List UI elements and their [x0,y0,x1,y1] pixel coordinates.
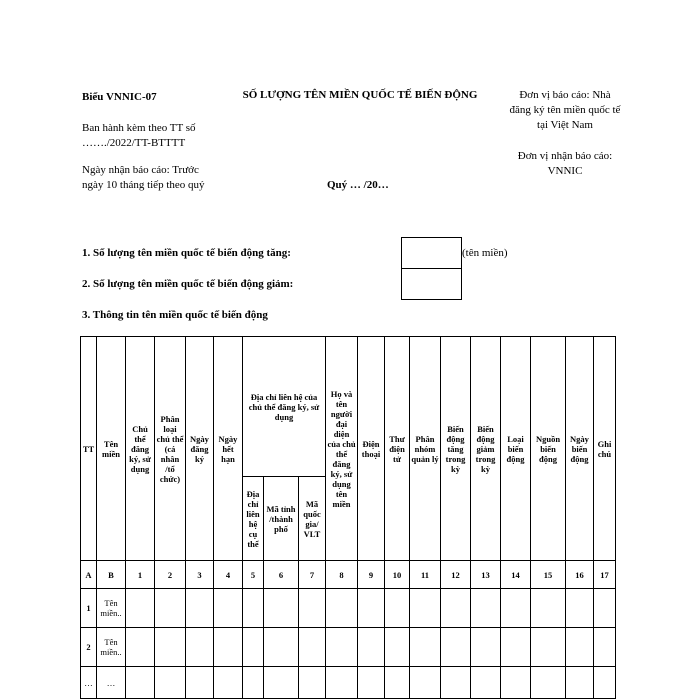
col-header-change-source: Nguồn biến động [531,337,566,561]
data-cell[interactable] [155,589,186,628]
index-cell: 15 [531,561,566,589]
data-cell[interactable] [385,628,410,667]
section-1-label: 1. Số lượng tên miền quốc tế biến động tăng: [82,247,291,259]
row-domain[interactable]: Tên miền.. [97,628,126,667]
data-cell[interactable] [410,589,441,628]
table-row [81,667,616,699]
section-2-label: 2. Số lượng tên miền quốc tế biến động giảm: [82,278,294,290]
col-header-increase: Biến động tăng trong kỳ [441,337,471,561]
col-header-change-date: Ngày biến động [566,337,594,561]
data-cell[interactable] [214,589,243,628]
reporting-unit-line-2: đăng ký tên miền quốc tế [509,104,621,116]
col-header-country-code: Mã quốc gia/ VLT [299,477,326,561]
col-header-representative: Họ và tên người đại diện của chủ thể đăng ký, sử dụng tên miền [326,337,358,561]
row-number: 1 [81,589,97,628]
col-header-registrant: Chủ thể đăng ký, sử dụng [126,337,155,561]
page-title: SỐ LƯỢNG TÊN MIỀN QUỐC TẾ BIẾN ĐỘNG [242,89,478,101]
data-cell[interactable] [326,628,358,667]
decrease-count-box[interactable] [401,268,462,300]
data-cell[interactable] [471,667,501,699]
data-cell[interactable] [410,628,441,667]
data-cell[interactable] [385,589,410,628]
index-cell: 8 [326,561,358,589]
data-cell[interactable] [594,628,616,667]
index-cell: 4 [214,561,243,589]
data-cell[interactable] [243,667,264,699]
form-code: Biểu VNNIC-07 [82,91,157,103]
data-cell[interactable] [264,589,299,628]
data-cell[interactable] [299,628,326,667]
data-cell[interactable] [410,667,441,699]
data-cell[interactable] [155,667,186,699]
col-header-decrease: Biến động giảm trong kỳ [471,337,501,561]
index-cell: 17 [594,561,616,589]
col-header-registration-date: Ngày đăng ký [186,337,214,561]
data-cell[interactable] [531,628,566,667]
data-cell[interactable] [501,628,531,667]
data-cell[interactable] [155,628,186,667]
data-cell[interactable] [441,589,471,628]
table-row [81,589,616,628]
data-cell[interactable] [299,667,326,699]
data-cell[interactable] [501,589,531,628]
data-cell[interactable] [186,628,214,667]
reporting-unit-line-1: Đơn vị báo cáo: Nhà [519,89,611,101]
data-cell[interactable] [264,667,299,699]
data-cell[interactable] [501,667,531,699]
section-3-label: 3. Thông tin tên miền quốc tế biến động [82,309,268,321]
data-cell[interactable] [326,589,358,628]
issued-line-1: Ban hành kèm theo TT số [82,122,196,134]
index-cell: 3 [186,561,214,589]
data-cell[interactable] [186,667,214,699]
col-header-email: Thư điện tử [385,337,410,561]
col-header-specific-address: Địa chỉ liên hệ cụ thể [243,477,264,561]
data-cell[interactable] [243,628,264,667]
data-cell[interactable] [594,667,616,699]
index-cell: 7 [299,561,326,589]
row-domain[interactable]: … [97,667,126,699]
data-cell[interactable] [531,589,566,628]
data-cell[interactable] [358,667,385,699]
domain-change-table [80,336,616,699]
col-header-expiry-date: Ngày hết hạn [214,337,243,561]
data-cell[interactable] [186,589,214,628]
data-cell[interactable] [531,667,566,699]
data-cell[interactable] [358,589,385,628]
data-cell[interactable] [441,667,471,699]
index-cell: 9 [358,561,385,589]
col-header-phone: Điện thoại [358,337,385,561]
data-cell[interactable] [126,589,155,628]
index-cell: 12 [441,561,471,589]
data-cell[interactable] [126,628,155,667]
col-header-registrant-type: Phân loại chủ thể (cá nhân /tổ chức) [155,337,186,561]
index-cell: 16 [566,561,594,589]
index-cell: 13 [471,561,501,589]
data-cell[interactable] [243,589,264,628]
index-cell: 10 [385,561,410,589]
receiving-unit-line-1: Đơn vị nhận báo cáo: [517,150,613,162]
data-cell[interactable] [566,589,594,628]
col-header-province-code: Mã tỉnh /thành phố [264,477,299,561]
data-cell[interactable] [385,667,410,699]
data-cell[interactable] [264,628,299,667]
index-cell: 5 [243,561,264,589]
quarter-label: Quý … /20… [327,179,389,191]
index-cell: B [97,561,126,589]
row-number: … [81,667,97,699]
data-cell[interactable] [566,628,594,667]
receive-deadline-line-1: Ngày nhận báo cáo: Trước [82,164,199,176]
reporting-unit-line-3: tại Việt Nam [537,119,593,131]
index-cell: 11 [410,561,441,589]
row-domain[interactable]: Tên miền.. [97,589,126,628]
data-cell[interactable] [441,628,471,667]
col-header-domain: Tên miền [97,337,126,561]
col-header-change-type: Loại biến động [501,337,531,561]
data-cell[interactable] [471,589,501,628]
data-cell[interactable] [566,667,594,699]
index-cell: A [81,561,97,589]
col-header-management-group: Phân nhóm quản lý [410,337,441,561]
data-cell[interactable] [299,589,326,628]
index-cell: 1 [126,561,155,589]
receive-deadline-line-2: ngày 10 tháng tiếp theo quý [82,179,205,191]
data-cell[interactable] [358,628,385,667]
data-cell[interactable] [126,667,155,699]
row-number: 2 [81,628,97,667]
data-cell[interactable] [594,589,616,628]
table-row [81,628,616,667]
issued-line-2: ……./2022/TT-BTTTT [82,137,186,149]
data-cell[interactable] [214,628,243,667]
receiving-unit-line-2: VNNIC [547,165,583,177]
index-cell: 6 [264,561,299,589]
col-header-tt: TT [81,337,97,561]
data-cell[interactable] [471,628,501,667]
col-header-address-group: Địa chỉ liên hệ của chủ thể đăng ký, sử dụng [243,337,326,477]
index-cell: 2 [155,561,186,589]
data-cell[interactable] [214,667,243,699]
col-header-notes: Ghi chú [594,337,616,561]
section-1-unit: (tên miền) [462,247,508,259]
data-cell[interactable] [326,667,358,699]
index-cell: 14 [501,561,531,589]
increase-count-box[interactable] [401,237,462,269]
